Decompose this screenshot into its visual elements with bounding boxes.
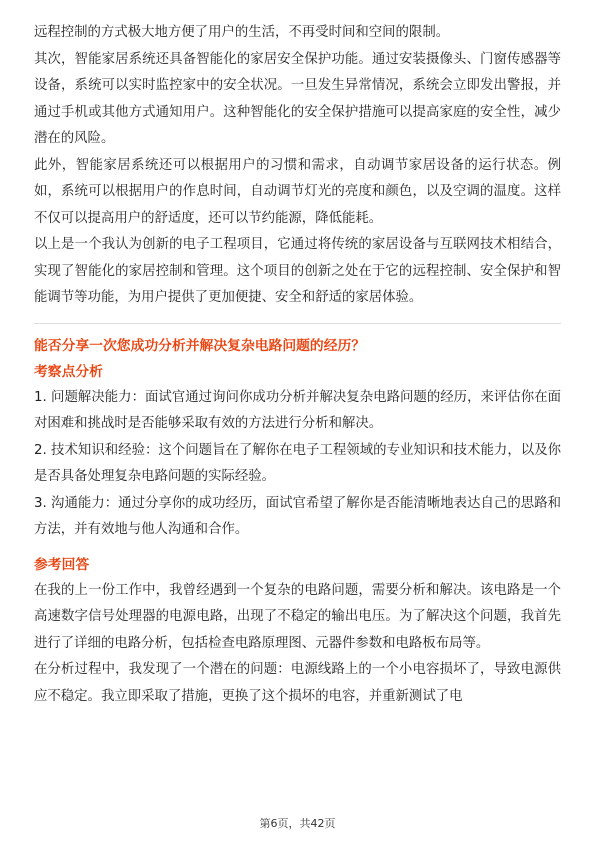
intro-paragraph-4: 以上是一个我认为创新的电子工程项目，它通过将传统的家居设备与互联网技术相结合，实现了智能化的家居控制和管理。这个项目的创新之处在于它的远程控制、安全保护和智能调节等功能，为用户提供了更加便捷、安全和舒适的家居体验。	[34, 237, 561, 305]
intro-paragraph-1: 远程控制的方式极大地方便了用户的生活，不再受时间和空间的限制。	[34, 25, 450, 40]
analysis-point-3: 3. 沟通能力：通过分享你的成功经历，面试官希望了解你是否能清晰地表达自己的思路和方法，并有效地与他人沟通和合作。	[34, 495, 561, 537]
document-page	[34, 20, 561, 710]
section-divider	[34, 323, 561, 324]
analysis-point-1: 1. 问题解决能力：面试官通过询问你成功分析并解决复杂电路问题的经历，来评估你在面对困难和挑战时是否能够采取有效的方法进行分析和解决。	[34, 389, 561, 431]
page-footer: 第6页，共42页	[259, 817, 336, 830]
answer-heading: 参考回答	[34, 556, 90, 573]
intro-paragraph-2: 其次，智能家居系统还具备智能化的家居安全保护功能。通过安装摄像头、门窗传感器等设备，系统可以实时监控家中的安全状况。一旦发生异常情况，系统会立即发出警报，并通过手机或其他方式通知用户。这种智能化的安全保护措施可以提高家庭的安全性，减少潜在的风险。	[34, 51, 561, 146]
analysis-heading: 考察点分析	[34, 363, 103, 380]
answer-paragraph-1: 在我的上一份工作中，我曾经遇到一个复杂的电路问题，需要分析和解决。该电路是一个高速数字信号处理器的电源电路，出现了不稳定的输出电压。为了解决这个问题，我首先进行了详细的电路分析，包括检查电路原理图、元器件参数和电路板布局等。	[34, 582, 561, 651]
answer-paragraph-2: 在分析过程中，我发现了一个潜在的问题：电源线路上的一个小电容损坏了，导致电源供应不稳定。我立即采取了措施，更换了这个损坏的电容，并重新测试了电	[34, 662, 561, 704]
intro-paragraph-3: 此外，智能家居系统还可以根据用户的习惯和需求，自动调节家居设备的运行状态。例如，系统可以根据用户的作息时间，自动调节灯光的亮度和颜色，以及空调的温度。这样不仅可以提高用户的舒适度，还可以节约能源，降低能耗。	[34, 157, 561, 226]
analysis-point-2: 2. 技术知识和经验：这个问题旨在了解你在电子工程领域的专业知识和技术能力，以及你是否具备处理复杂电路问题的实际经验。	[34, 442, 561, 484]
question-heading: 能否分享一次您成功分析并解决复杂电路问题的经历？	[34, 337, 366, 354]
